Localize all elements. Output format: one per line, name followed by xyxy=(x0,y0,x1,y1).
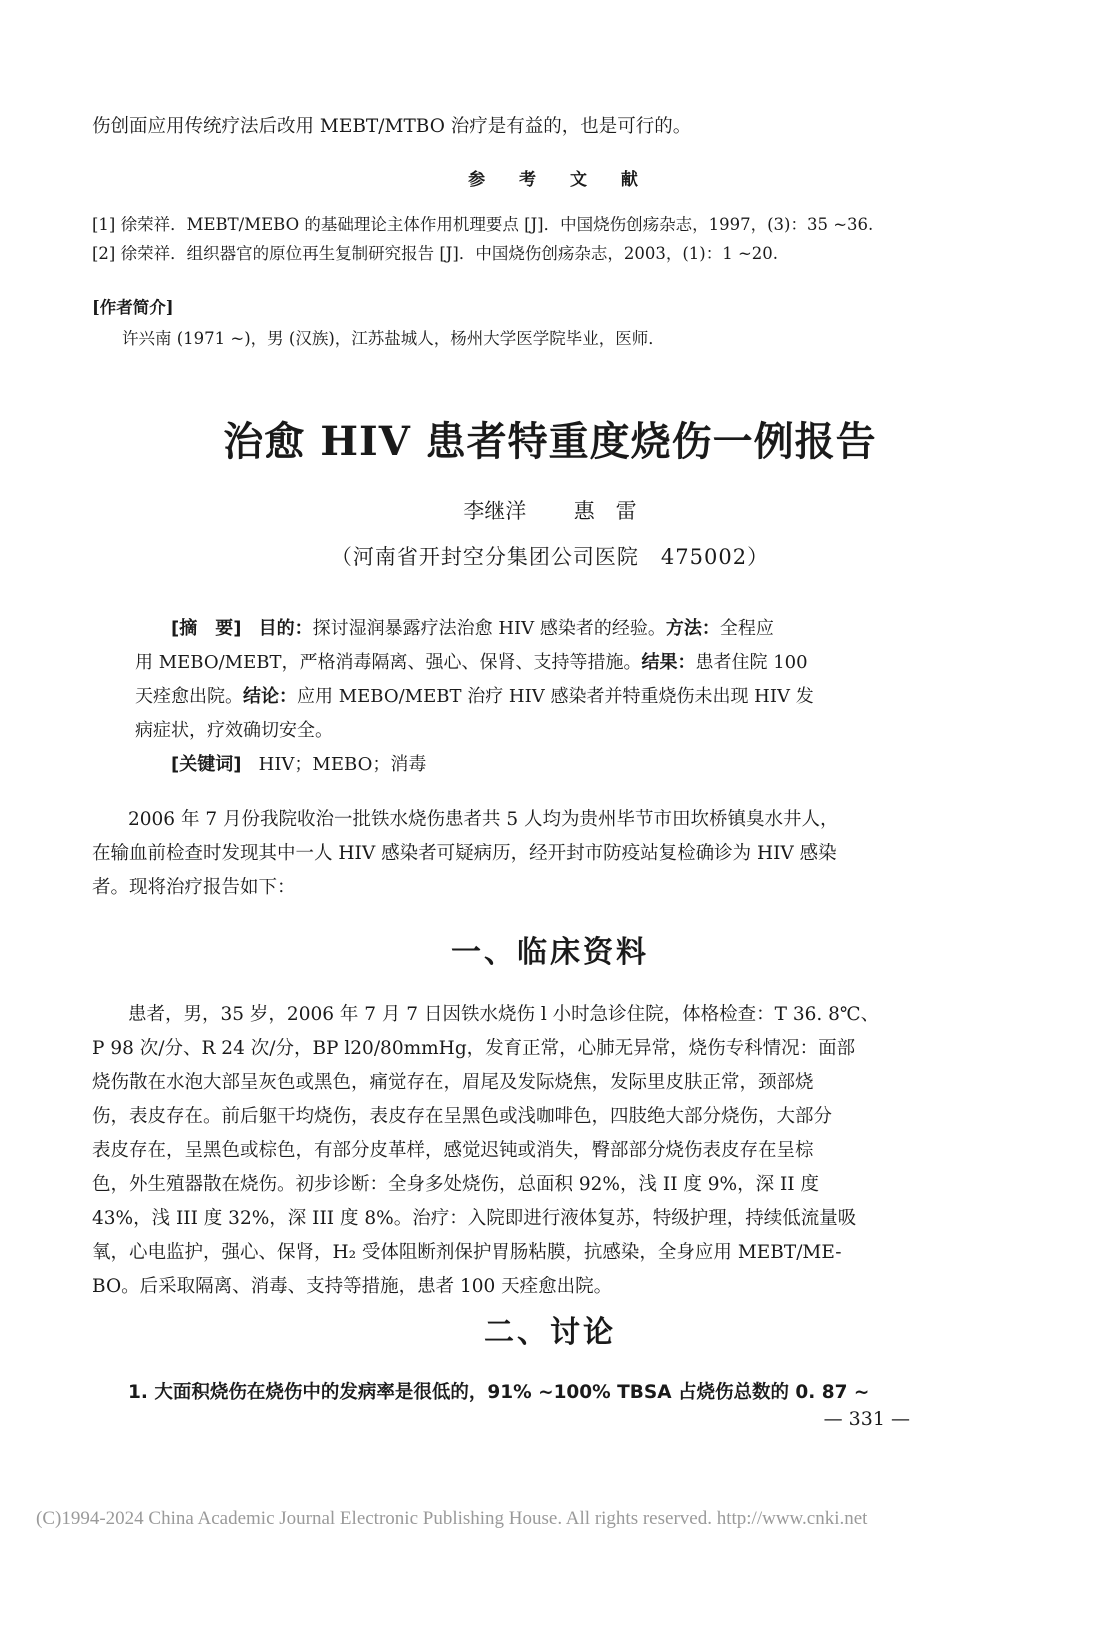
method-label: 方法： xyxy=(665,618,720,639)
carryover-text: 伤创面应用传统疗法后改用 MEBT/MTBO 治疗是有益的，也是可行的。 xyxy=(92,116,692,137)
reference-item: [2] 徐荣祥．组织器官的原位再生复制研究报告 [J]．中国烧伤创疡杂志，2003，(1)：1 ~20. xyxy=(92,244,779,263)
result-text: 患者住院 100 xyxy=(695,652,808,673)
text-line: 在输血前检查时发现其中一人 HIV 感染者可疑病历，经开封市防疫站复检确诊为 HIV 感染 xyxy=(92,843,837,864)
author-name: 惠 雷 xyxy=(573,499,637,523)
keywords-text: HIV；MEBO；消毒 xyxy=(258,754,427,775)
section-heading-discussion: 二、讨论 xyxy=(484,1315,616,1350)
page-number: — 331 — xyxy=(823,1408,910,1430)
text-line: 表皮存在，呈黑色或棕色，有部分皮革样，感觉迟钝或消失，臀部部分烧伤表皮存在呈棕 xyxy=(92,1140,814,1161)
article-title: 治愈 HIV 患者特重度烧伤一例报告 xyxy=(223,418,877,465)
text-line: 者。现将治疗报告如下： xyxy=(92,877,296,898)
result-label: 结果： xyxy=(641,652,696,673)
section-heading-clinical: 一、临床资料 xyxy=(451,935,649,970)
discussion-first-line: 1. 大面积烧伤在烧伤中的发病率是很低的，91% ~100% TBSA 占烧伤总数的 0. 87 ~ xyxy=(128,1382,870,1403)
references-heading: 参 考 文 献 xyxy=(468,170,652,190)
clinical-paragraph xyxy=(92,998,879,1304)
result-text: 天痊愈出院。 xyxy=(135,686,243,707)
copyright-footer: (C)1994-2024 China Academic Journal Electronic Publishing House. All rights reserved. http://www.cnki.net xyxy=(36,1508,868,1529)
text-line: 烧伤散在水泡大部呈灰色或黑色，痛觉存在，眉尾及发际烧焦，发际里皮肤正常，颈部烧 xyxy=(92,1072,814,1093)
references-list xyxy=(92,210,873,268)
text-line: P 98 次/分、R 24 次/分，BP l20/80mmHg，发育正常，心肺无异常，烧伤专科情况：面部 xyxy=(92,1038,856,1059)
conclusion-text: 应用 MEBO/MEBT 治疗 HIV 感染者并特重烧伤未出现 HIV 发 xyxy=(297,686,814,707)
conclusion-label: 结论： xyxy=(243,686,297,707)
abstract-label: [摘 要] xyxy=(171,618,242,639)
reference-item: [1] 徐荣祥．MEBT/MEBO 的基础理论主体作用机理要点 [J]．中国烧伤创疡杂志，1997，(3)：35 ~36. xyxy=(92,215,874,234)
objective-label: 目的： xyxy=(258,618,313,639)
article-affiliation: （河南省开封空分集团公司医院 475002） xyxy=(330,545,770,569)
text-line: 色，外生殖器散在烧伤。初步诊断：全身多处烧伤，总面积 92%，浅 II 度 9%，深 II 度 xyxy=(92,1174,819,1195)
text-line: 43%，浅 III 度 32%，深 III 度 8%。治疗：入院即进行液体复苏，特级护理，持续低流量吸 xyxy=(92,1208,857,1229)
objective-text: 探讨湿润暴露疗法治愈 HIV 感染者的经验。 xyxy=(312,618,666,639)
text-line: BO。后采取隔离、消毒、支持等措施，患者 100 天痊愈出院。 xyxy=(92,1276,613,1297)
text-line: 患者，男，35 岁，2006 年 7 月 7 日因铁水烧伤 l 小时急诊住院，体格检查：T 36. 8℃、 xyxy=(128,1004,880,1025)
text-line: 氧，心电监护，强心、保肾，H₂ 受体阻断剂保护胃肠粘膜，抗感染，全身应用 MEBT/ME- xyxy=(92,1242,842,1263)
text-line: 伤，表皮存在。前后躯干均烧伤，表皮存在呈黑色或浅咖啡色，四肢绝大部分烧伤，大部分 xyxy=(92,1106,833,1127)
method-text: 全程应 xyxy=(719,618,774,639)
keywords-label: [关键词] xyxy=(171,754,242,775)
abstract xyxy=(135,612,895,782)
method-text: 用 MEBO/MEBT，严格消毒隔离、强心、保肾、支持等措施。 xyxy=(135,652,642,673)
intro-paragraph xyxy=(92,803,839,905)
author-name: 李继洋 xyxy=(463,499,527,523)
author-intro-text: 许兴南 (1971 ~)，男 (汉族)，江苏盐城人，杨州大学医学院毕业，医师． xyxy=(122,329,665,348)
article-authors xyxy=(60,495,1040,525)
text-line: 2006 年 7 月份我院收治一批铁水烧伤患者共 5 人均为贵州毕节市田坎桥镇臭水井人， xyxy=(128,809,839,830)
author-intro-label: [作者简介] xyxy=(92,298,174,317)
conclusion-text: 病症状，疗效确切安全。 xyxy=(135,720,333,741)
